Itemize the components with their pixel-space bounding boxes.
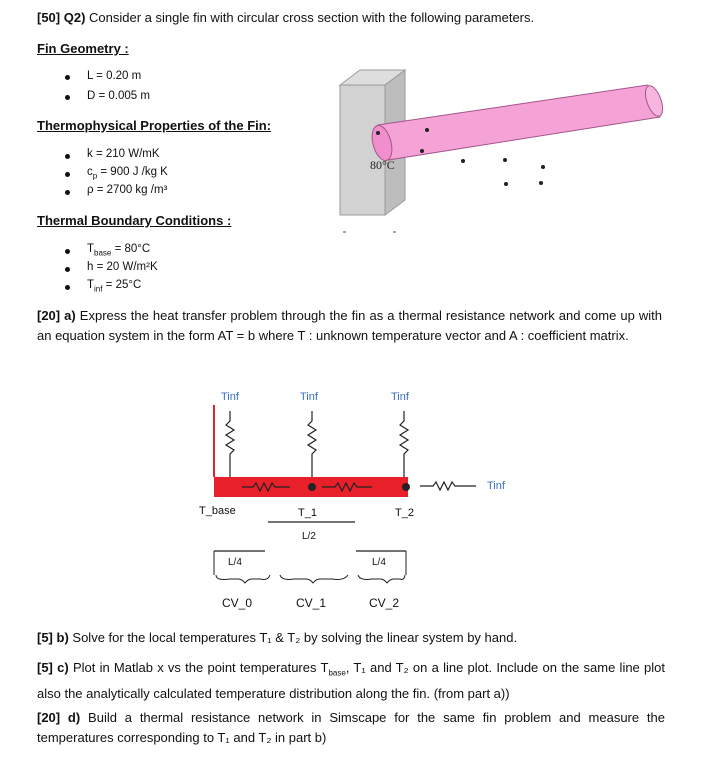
bullet-icon <box>65 249 70 254</box>
wall-temperature-label: 80°C <box>370 158 395 172</box>
dim-label-l4-right: L/4 <box>372 557 386 568</box>
resistance-network <box>190 385 540 620</box>
part-c: [5] c) Plot in Matlab x vs the point temperatures $T_{base}$, T₁ and T₂ on a line plot. Include on the same line plot also the analytically calculated temperature distribution along the fin. (from part a)) <box>37 660 665 701</box>
part-b-tag: [5] b) <box>37 630 69 645</box>
bullet-icon <box>65 267 70 272</box>
tinf-label-2: Tinf <box>300 391 318 403</box>
fin-illustration <box>330 65 670 240</box>
cv-label-0: CV_0 <box>222 596 253 610</box>
geometry-title: Fin Geometry : <box>37 41 129 56</box>
tinf-label-1: Tinf <box>221 391 239 403</box>
part-b-text: Solve for the local temperatures T₁ & T₂ by solving the linear system by hand. <box>72 630 518 645</box>
bullet-icon <box>65 190 70 195</box>
property-rho: ρ = 2700 kg /m³ <box>87 184 168 196</box>
properties-title: Thermophysical Properties of the Fin: <box>37 118 272 133</box>
node-t1 <box>308 483 316 491</box>
boundary-tbase: $T_{base} = 80^\circ C$ <box>87 243 151 258</box>
tinf-label-3: Tinf <box>391 391 409 403</box>
fin-node-dot <box>541 165 545 169</box>
bullet-icon <box>65 95 70 100</box>
property-k: k = 210 W/mK <box>87 148 160 160</box>
fin-node-dot <box>420 149 424 153</box>
fin-node-dot <box>376 131 380 135</box>
boundary-title: Thermal Boundary Conditions : <box>37 213 232 228</box>
brace-cv1 <box>280 575 348 583</box>
geometry-diameter: D = 0.005 m <box>87 90 150 102</box>
bullet-icon <box>65 285 70 290</box>
question-header <box>37 10 534 25</box>
fin-node-dot <box>461 159 465 163</box>
question-tag: [50] Q2) <box>37 10 86 25</box>
part-d-tag: [20] d) <box>37 710 81 725</box>
fin-node-dot <box>425 128 429 132</box>
fin-node-dot <box>539 181 543 185</box>
cv-label-1: CV_1 <box>296 596 327 610</box>
part-c-tag: [5] c) <box>37 660 69 675</box>
node-label-t2: T_2 <box>395 507 414 519</box>
node-t2 <box>402 483 410 491</box>
question-text: Consider a single fin with circular cross section with the following parameters. <box>89 10 535 25</box>
part-d-text: Build a thermal resistance network in Simscape for the same fin problem and measure the temperatures corresponding to T₁ and T₂ in part b) <box>37 710 666 745</box>
geometry-length: L = 0.20 m <box>87 70 142 82</box>
part-b <box>37 628 677 648</box>
vertical-resistor-2 <box>308 411 316 477</box>
bullet-icon <box>65 75 70 80</box>
node-label-tbase: T_base <box>199 505 236 517</box>
tinf-label-right: Tinf <box>487 480 505 492</box>
dim-label-l2: L/2 <box>302 531 316 542</box>
dim-label-l4-left: L/4 <box>228 557 242 568</box>
brace-cv0 <box>216 575 270 583</box>
vertical-resistor-3 <box>400 411 408 477</box>
fin-node-dot <box>503 158 507 162</box>
part-a-text: Express the heat transfer problem through the fin as a thermal resistance network and come up with an equation system in the form AT = b where T : unknown temperature vector and A : coefficient matrix. <box>37 308 662 343</box>
horizontal-resistor-3 <box>420 482 476 490</box>
part-d <box>37 708 665 748</box>
cv-label-2: CV_2 <box>369 596 400 610</box>
bullet-icon <box>65 172 70 177</box>
bullet-icon <box>65 154 70 159</box>
brace-cv2 <box>358 575 405 583</box>
part-a <box>37 306 662 346</box>
node-label-t1: T_1 <box>298 507 317 519</box>
part-a-tag: [20] a) <box>37 308 76 323</box>
boundary-h: h = 20 W/m²K <box>87 261 158 273</box>
fin-rod <box>378 85 660 160</box>
boundary-tinf: $T_{inf} = 25^\circ C$ <box>87 279 142 294</box>
fin-node-dot <box>504 182 508 186</box>
property-cp: $c_p = 900$ J /kg K <box>87 166 168 181</box>
vertical-resistor-1 <box>226 411 234 477</box>
